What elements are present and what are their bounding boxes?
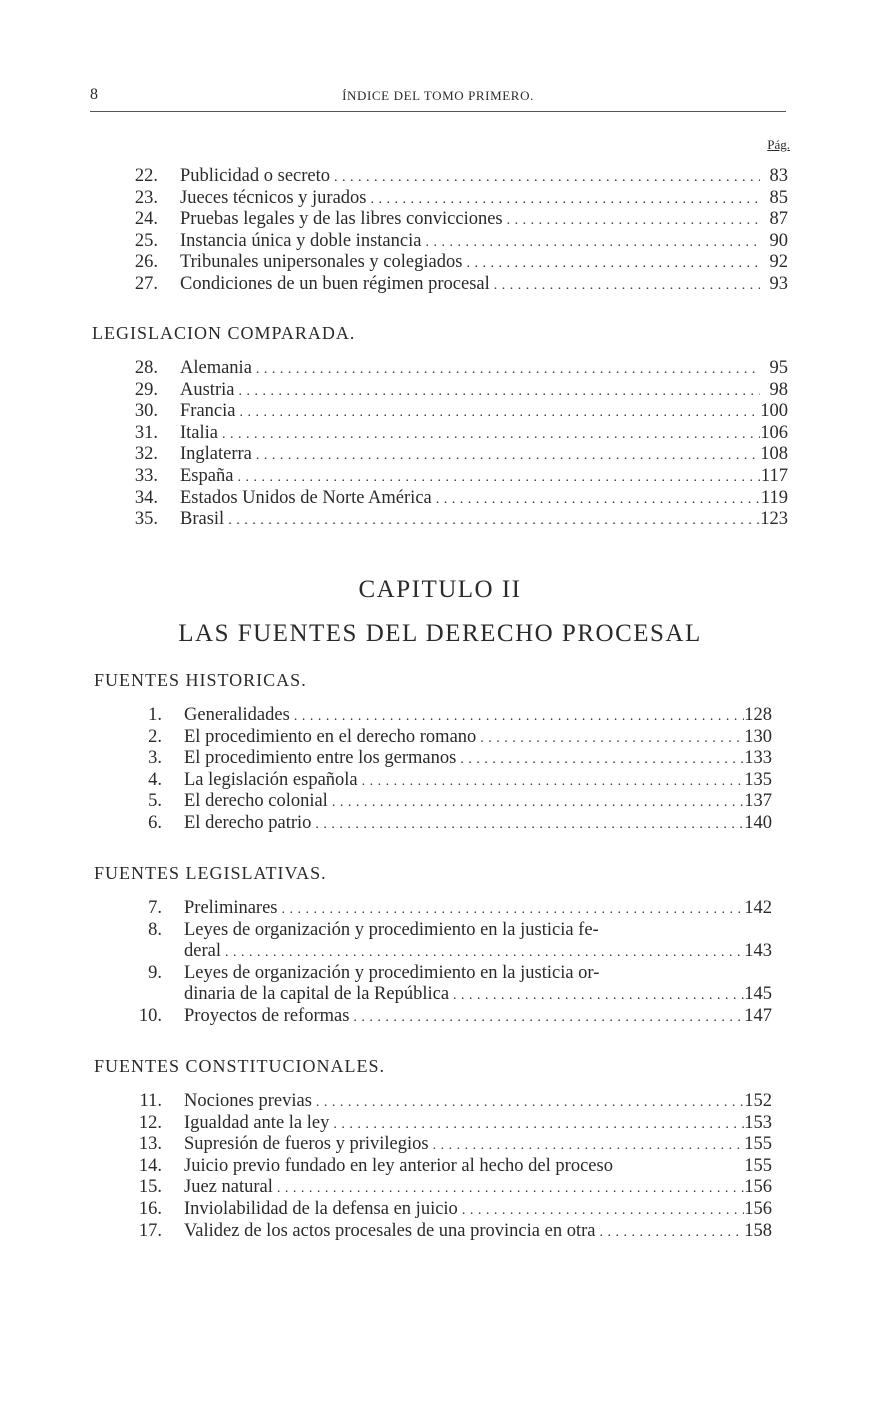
toc-entry: 12. Igualdad ante la ley . . . 153 — [136, 1113, 796, 1135]
toc-entry-continuation: deral . . . 143 — [136, 941, 796, 963]
toc-entry: 16. Inviolabilidad de la defensa en juicio . . . 156 — [136, 1199, 796, 1221]
toc-entry: 8. Leyes de organización y procedimiento en la justicia fe- — [148, 919, 599, 940]
toc-entry: 13. Supresión de fueros y privilegios . . . 155 — [136, 1134, 796, 1156]
toc-entry: 10. Proyectos de reformas . . . 147 — [136, 1006, 796, 1028]
toc-entry: 1. Generalidades . . . 128 — [136, 705, 796, 727]
toc-entry: 32. Inglaterra . . . 108 — [132, 444, 792, 466]
toc-entry: 2. El procedimiento en el derecho romano . . . 130 — [136, 727, 796, 749]
toc-list-historicas — [136, 705, 796, 835]
toc-entry: 27. Condiciones de un buen régimen procesal . . . 93 — [132, 274, 792, 296]
chapter-number: CAPITULO II — [358, 576, 522, 603]
toc-entry: 3. El procedimiento entre los germanos . . . 133 — [136, 748, 796, 770]
toc-entry: 30. Francia . . . 100 — [132, 401, 792, 423]
toc-entry: 28. Alemania . . . 95 — [132, 358, 792, 380]
page-number: 8 — [90, 86, 98, 103]
toc-entry-continuation: dinaria de la capital de la República . . . 145 — [136, 984, 796, 1006]
toc-list-part-one — [132, 166, 792, 296]
page-column-label: Pág. — [767, 137, 790, 152]
running-title: ÍNDICE DEL TOMO PRIMERO. — [342, 88, 534, 103]
toc-entry: 6. El derecho patrio . . . 140 — [136, 813, 796, 835]
toc-entry: 14. Juicio previo fundado en ley anterior al hecho del proceso 155 — [138, 1155, 772, 1176]
section-title-legislativas: FUENTES LEGISLATIVAS. — [94, 863, 327, 883]
toc-entry: 23. Jueces técnicos y jurados . . . 85 — [132, 188, 792, 210]
toc-entry: 5. El derecho colonial . . . 137 — [136, 791, 796, 813]
section-title-legislacion: LEGISLACION COMPARADA. — [92, 323, 356, 343]
page-header — [90, 84, 786, 108]
toc-entry: 22. Publicidad o secreto . . . 83 — [132, 166, 792, 188]
toc-entry: 17. Validez de los actos procesales de una provincia en otra . . . 158 — [136, 1221, 796, 1243]
section-title-historicas: FUENTES HISTORICAS. — [94, 670, 307, 690]
toc-entry: 25. Instancia única y doble instancia . . . 90 — [132, 231, 792, 253]
toc-entry: 35. Brasil . . . 123 — [132, 509, 792, 531]
toc-entry: 26. Tribunales unipersonales y colegiados . . . 92 — [132, 252, 792, 274]
toc-list-legislacion — [132, 358, 792, 531]
toc-list-constitucionales — [136, 1091, 796, 1242]
toc-entry: 7. Preliminares . . . 142 — [136, 898, 796, 920]
toc-entry: 24. Pruebas legales y de las libres convicciones . . . 87 — [132, 209, 792, 231]
toc-entry: 31. Italia . . . 106 — [132, 423, 792, 445]
header-divider — [90, 111, 786, 112]
toc-entry: 15. Juez natural . . . 156 — [136, 1177, 796, 1199]
toc-entry: 9. Leyes de organización y procedimiento en la justicia or- — [148, 962, 600, 983]
chapter-title: LAS FUENTES DEL DERECHO PROCESAL — [178, 620, 702, 647]
toc-list-legislativas — [136, 898, 796, 1028]
toc-entry: 11. Nociones previas . . . 152 — [136, 1091, 796, 1113]
toc-entry: 33. España . . . 117 — [132, 466, 792, 488]
toc-entry: 4. La legislación española . . . 135 — [136, 770, 796, 792]
section-title-constitucionales: FUENTES CONSTITUCIONALES. — [94, 1056, 386, 1076]
toc-entry: 29. Austria . . . 98 — [132, 380, 792, 402]
toc-entry: 34. Estados Unidos de Norte América . . . 119 — [132, 488, 792, 510]
